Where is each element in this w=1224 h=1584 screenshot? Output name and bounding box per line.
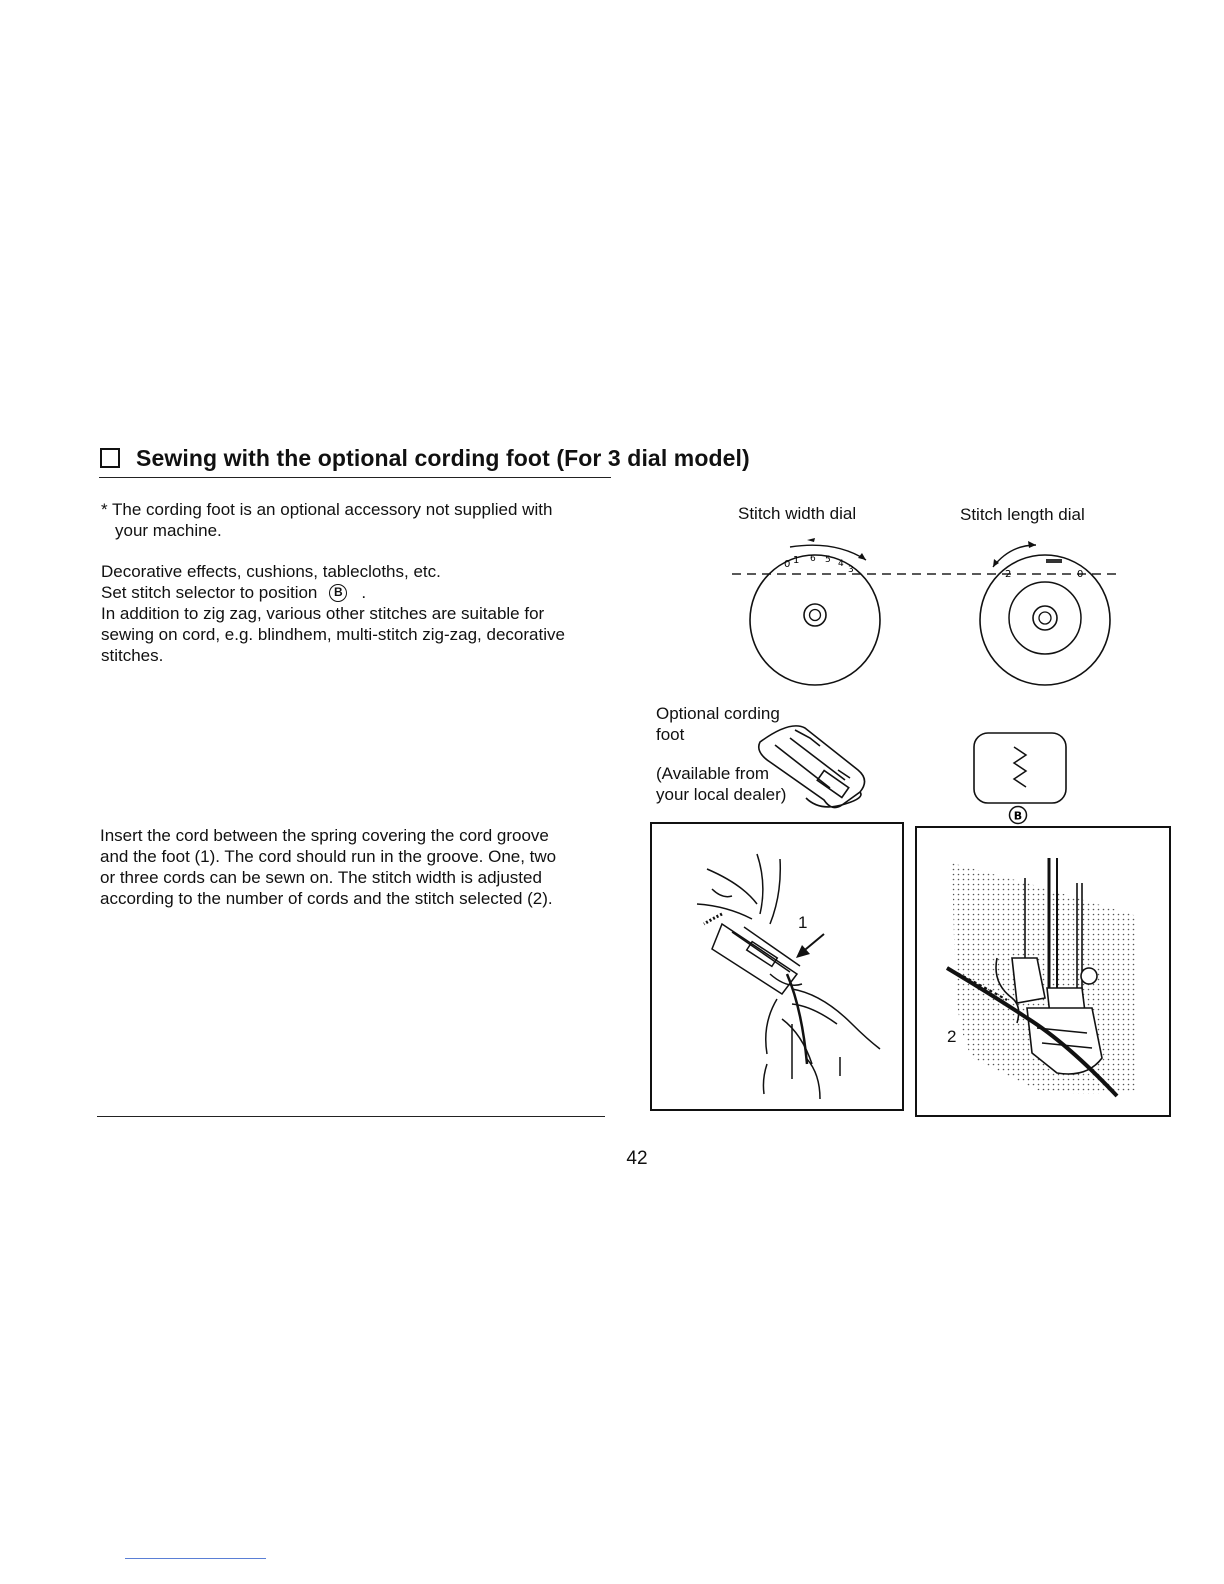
page-number: 42 bbox=[626, 1148, 648, 1169]
stitch-selector-indicator bbox=[974, 733, 1066, 824]
instruction-line-3: or three cords can be sewn on. The stitch width is adjusted bbox=[100, 868, 542, 887]
stitch-width-dial bbox=[750, 538, 880, 685]
callout-2: 2 bbox=[947, 1027, 957, 1046]
stitch-width-label: Stitch width dial bbox=[738, 504, 857, 523]
width-number-3: 3 bbox=[848, 565, 854, 575]
length-dial-arrow bbox=[993, 545, 1036, 567]
width-number-4: 4 bbox=[838, 559, 844, 569]
stitch-length-label: Stitch length dial bbox=[960, 505, 1085, 524]
instruction-line-1: Insert the cord between the spring covering the cord groove bbox=[100, 826, 549, 845]
footer-divider bbox=[125, 1558, 266, 1559]
insert-cord-drawing bbox=[652, 824, 906, 1113]
selector-period: . bbox=[361, 583, 367, 602]
length-number-0: 0 bbox=[1077, 569, 1084, 580]
selector-b-label: B bbox=[1013, 809, 1023, 823]
intro-line-3: In addition to zig zag, various other stitches are suitable for bbox=[101, 604, 545, 623]
instruction-line-2: and the foot (1). The cord should run in the groove. One, two bbox=[100, 847, 557, 866]
width-number-0: 0 bbox=[784, 559, 791, 570]
sewing-cord-figure bbox=[915, 826, 1171, 1117]
instruction-line-4: according to the number of cords and the stitch selected (2). bbox=[100, 889, 553, 908]
note-line-1: * The cording foot is an optional accessory not supplied with bbox=[101, 500, 553, 519]
width-number-1: 1 bbox=[793, 555, 800, 566]
selector-text: Set stitch selector to position bbox=[101, 583, 318, 602]
width-dial-center-icon bbox=[804, 604, 826, 626]
intro-line-1: Decorative effects, cushions, tablecloths, etc. bbox=[101, 562, 441, 581]
foot-caption-line-4: your local dealer) bbox=[656, 785, 787, 804]
sewing-cord-drawing bbox=[917, 828, 1173, 1119]
zigzag-stitch-icon bbox=[1014, 747, 1026, 787]
foot-caption-line-1: Optional cording bbox=[656, 704, 780, 723]
foot-caption-line-2: foot bbox=[656, 725, 685, 744]
selector-b-letter: B bbox=[334, 585, 343, 599]
foot-caption-line-3: (Available from bbox=[656, 764, 770, 783]
length-dial-center-icon bbox=[1033, 606, 1057, 630]
section-title: Sewing with the optional cording foot (For 3 dial model) bbox=[136, 444, 750, 471]
width-number-6: 6 bbox=[810, 554, 816, 564]
arrow-icon bbox=[796, 934, 824, 958]
width-number-5: 5 bbox=[825, 555, 831, 565]
length-dial-marker bbox=[1046, 559, 1062, 563]
insert-cord-figure bbox=[650, 822, 904, 1111]
callout-1: 1 bbox=[798, 913, 808, 932]
foot-caption bbox=[656, 703, 786, 805]
note-line-2: your machine. bbox=[115, 521, 222, 540]
length-number-2: 2 bbox=[1005, 569, 1012, 580]
intro-line-5: stitches. bbox=[101, 646, 164, 665]
intro-line-4: sewing on cord, e.g. blindhem, multi-stitch zig-zag, decorative bbox=[101, 625, 565, 644]
stitch-length-dial bbox=[980, 541, 1110, 685]
